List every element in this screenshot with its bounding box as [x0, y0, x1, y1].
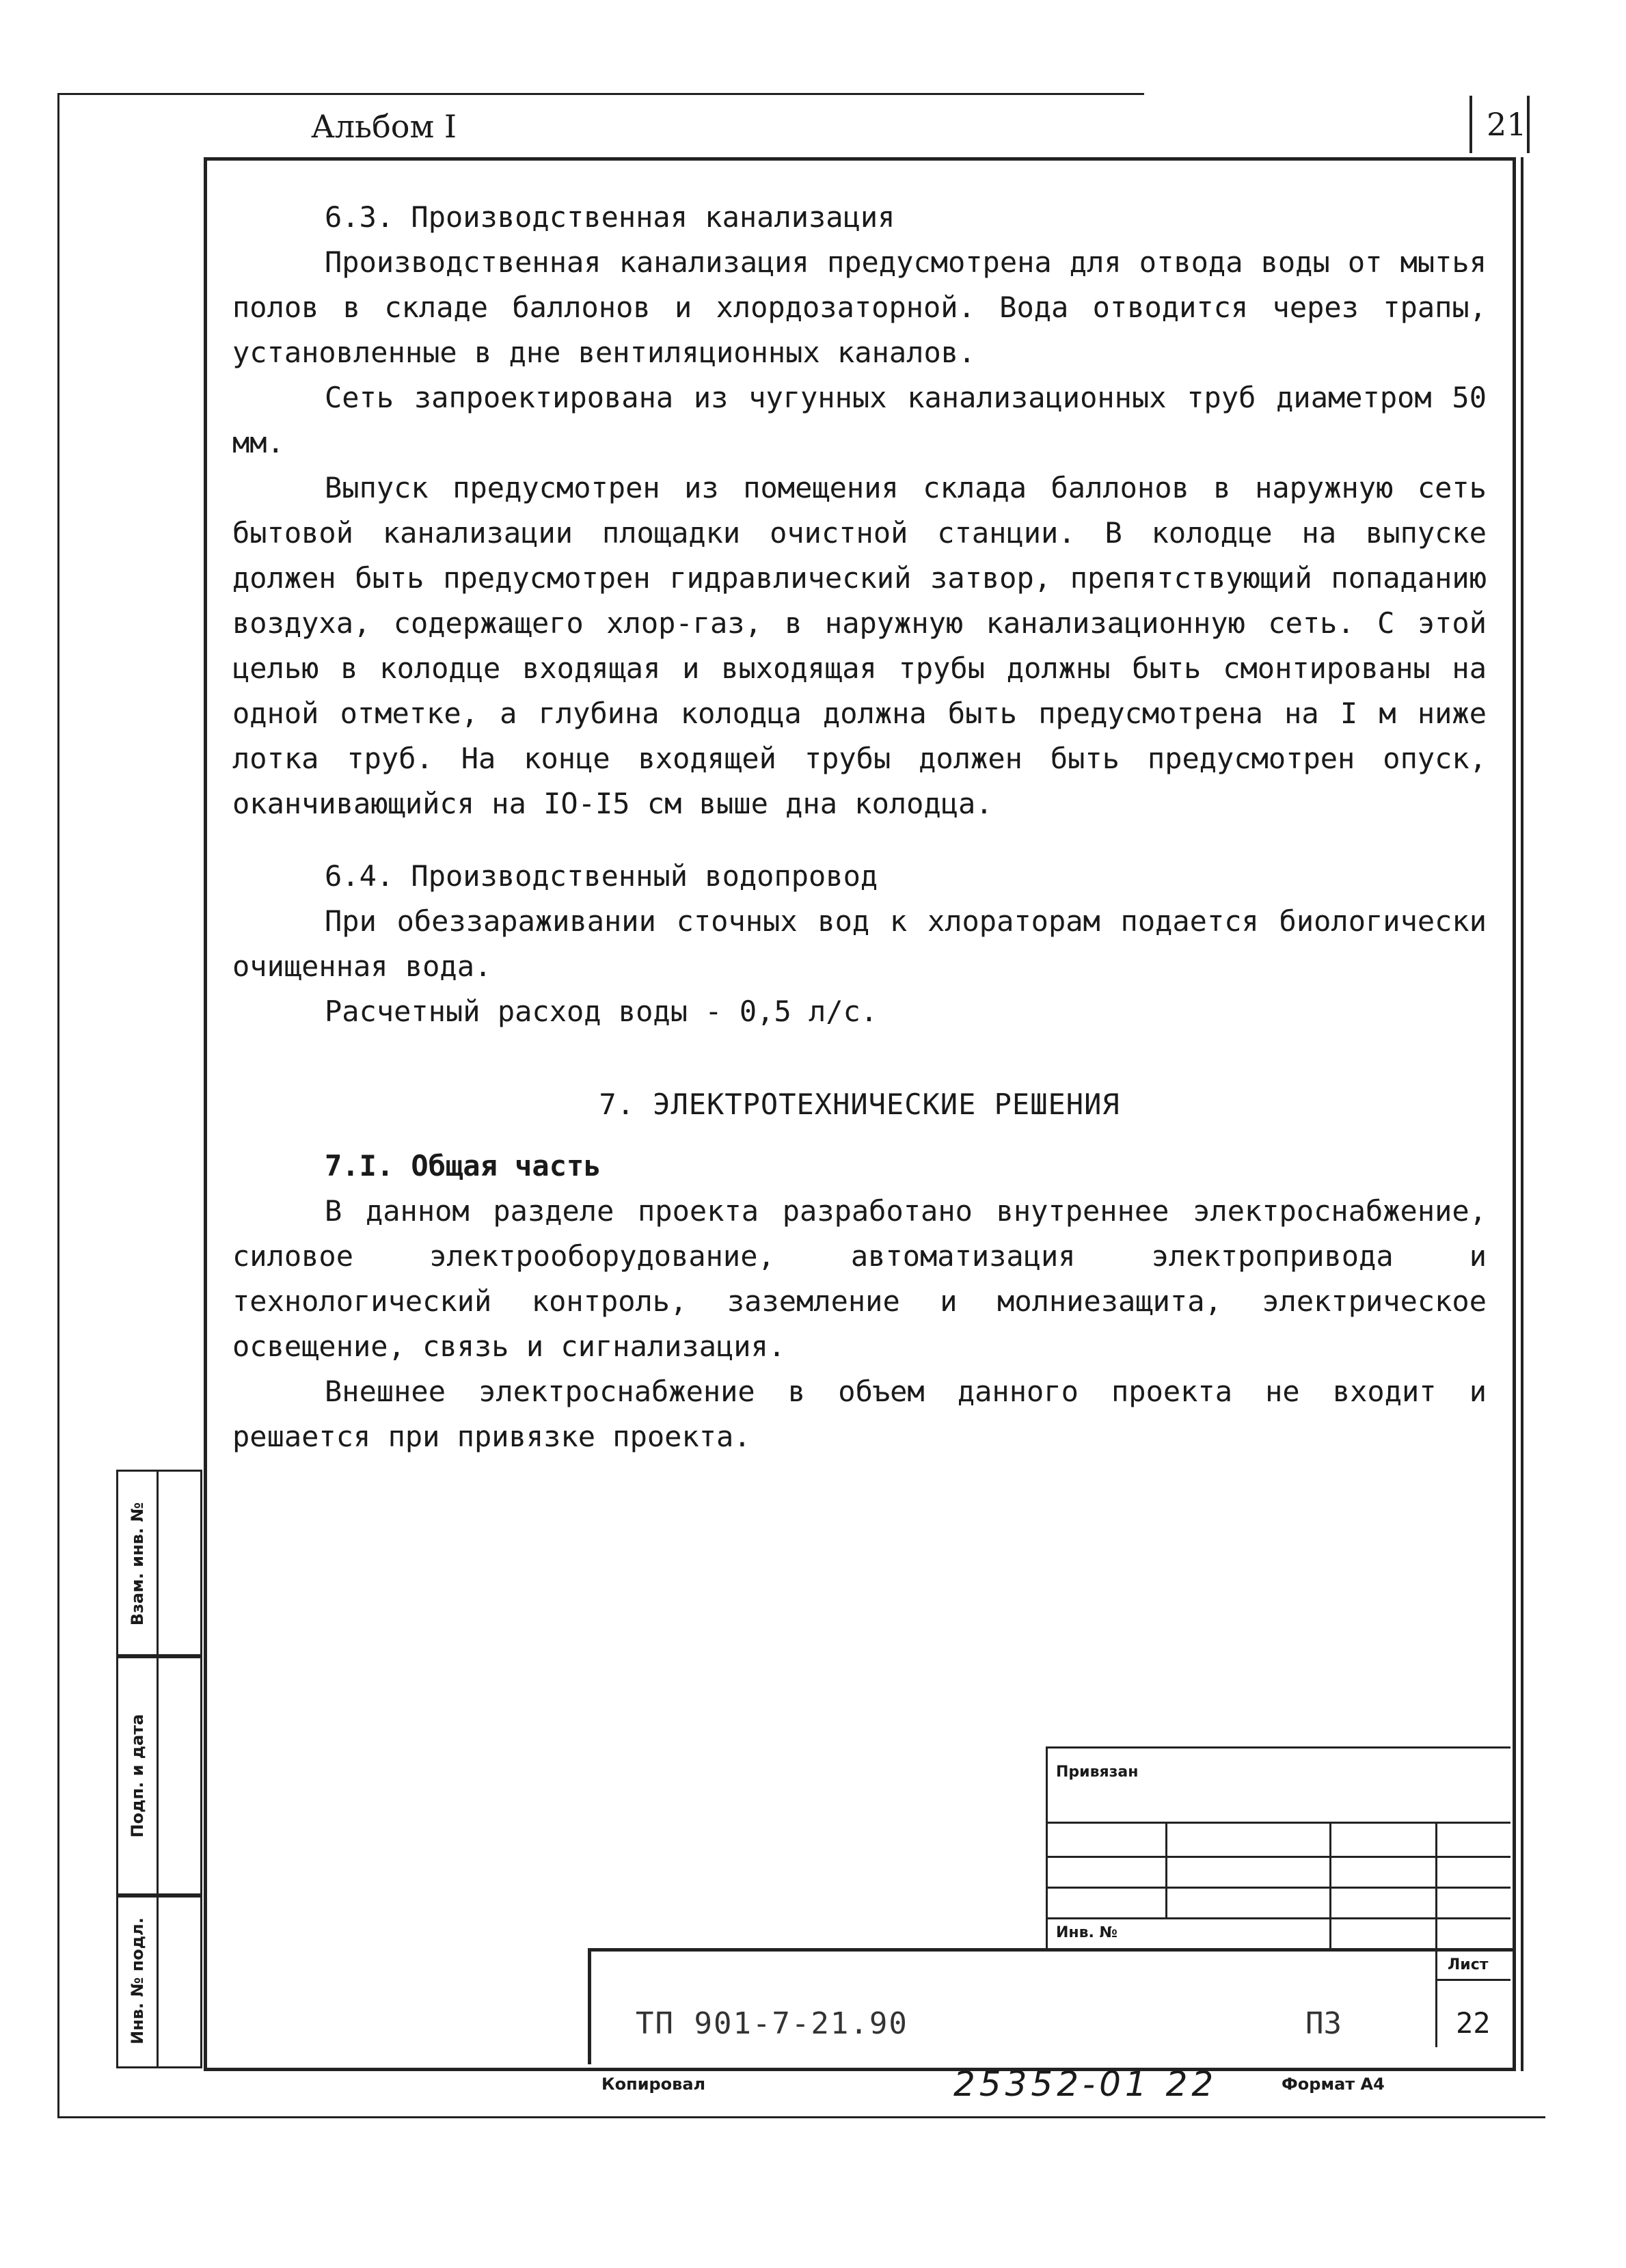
page-content: [232, 195, 1487, 1459]
tb-line: [1165, 1822, 1167, 1917]
tb-line: [1046, 1856, 1510, 1858]
section-6-3-title: 6.3. Производственная канализация: [325, 200, 895, 234]
album-label: Альбом I: [311, 108, 457, 145]
side-label-vzam: Взам. инв. №: [128, 1502, 147, 1626]
document-code: ТП 901-7-21.90: [636, 2006, 908, 2041]
side-label-inv: Инв. № подл.: [128, 1917, 147, 2044]
section-6-4-title: 6.4. Производственный водопровод: [325, 859, 878, 893]
frame-right-edge: [1521, 157, 1523, 2071]
section-7-1-paragraph: В данном разделе проекта разработано внутреннее электроснабжение, силовое электрооборудование, автоматизация электропривода и технологический контроль, заземление и молниезащита, электрическое освещение, связь и сигнализация.: [232, 1194, 1487, 1363]
side-label-podp: Подп. и дата: [128, 1714, 147, 1838]
tb-line: [1435, 1979, 1510, 1981]
tb-line: [1046, 1822, 1510, 1824]
section-7-1-paragraph: Внешнее электроснабжение в объем данного проекта не входит и решается при привязке проекта.: [232, 1375, 1487, 1453]
section-6-3-paragraph: Производственная канализация предусмотрена для отвода воды от мытья полов в складе баллонов и хлордозаторной. Вода отводится через трапы, установленные в дне вентиляционных каналов.: [232, 245, 1487, 369]
section-7-1-title: 7.I. Общая часть: [325, 1149, 601, 1183]
tb-list-label: Лист: [1448, 1956, 1489, 1973]
tb-privyazan: Привязан: [1056, 1764, 1139, 1781]
document-type: ПЗ: [1305, 2006, 1342, 2041]
tb-inv-no: Инв. №: [1056, 1924, 1118, 1941]
flow-rate-line: Расчетный расход воды - 0,5 л/с.: [325, 995, 878, 1028]
footer-kopiroval: Копировал: [601, 2075, 706, 2094]
tb-line: [1046, 1917, 1510, 1919]
side-box-inv: [116, 1893, 202, 2068]
section-6-4-paragraph: При обеззараживании сточных вод к хлораторам подается биологически очищенная вода.: [232, 904, 1487, 983]
footer-inventory-number: 25352-01 22: [953, 2064, 1218, 2104]
section-6-3-paragraph: Сеть запроектирована из чугунных канализационных труб диаметром 50 мм.: [232, 381, 1487, 459]
tb-line: [1046, 1887, 1510, 1889]
footer-format: Формат А4: [1282, 2075, 1385, 2094]
sheet-number: 22: [1456, 2006, 1491, 2040]
page-number: 21: [1487, 106, 1527, 143]
section-6-3-paragraph: Выпуск предусмотрен из помещения склада баллонов в наружную сеть бытовой канализации площадки очистной станции. В колодце на выпуске должен быть предусмотрен гидравлический затвор, препятствующий попаданию воздуха, содержащего хлор-газ, в наружную канализационную сеть. С этой целью в колодце входящая и выходящая трубы должны быть смонтированы на одной отметке, а глубина колодца должна быть предусмотрена на I м ниже лотка труб. На конце входящей трубы должен быть предусмотрен опуск, оканчивающийся на IO-I5 см выше дна колодца.: [232, 471, 1487, 820]
tb-line: [1046, 1746, 1510, 1749]
side-box-podp: [116, 1654, 202, 1898]
section-7-title: 7. ЭЛЕКТРОТЕХНИЧЕСКИЕ РЕШЕНИЯ: [599, 1088, 1120, 1121]
tb-line: [1329, 1822, 1331, 1948]
side-box-vzam: [116, 1470, 202, 1658]
